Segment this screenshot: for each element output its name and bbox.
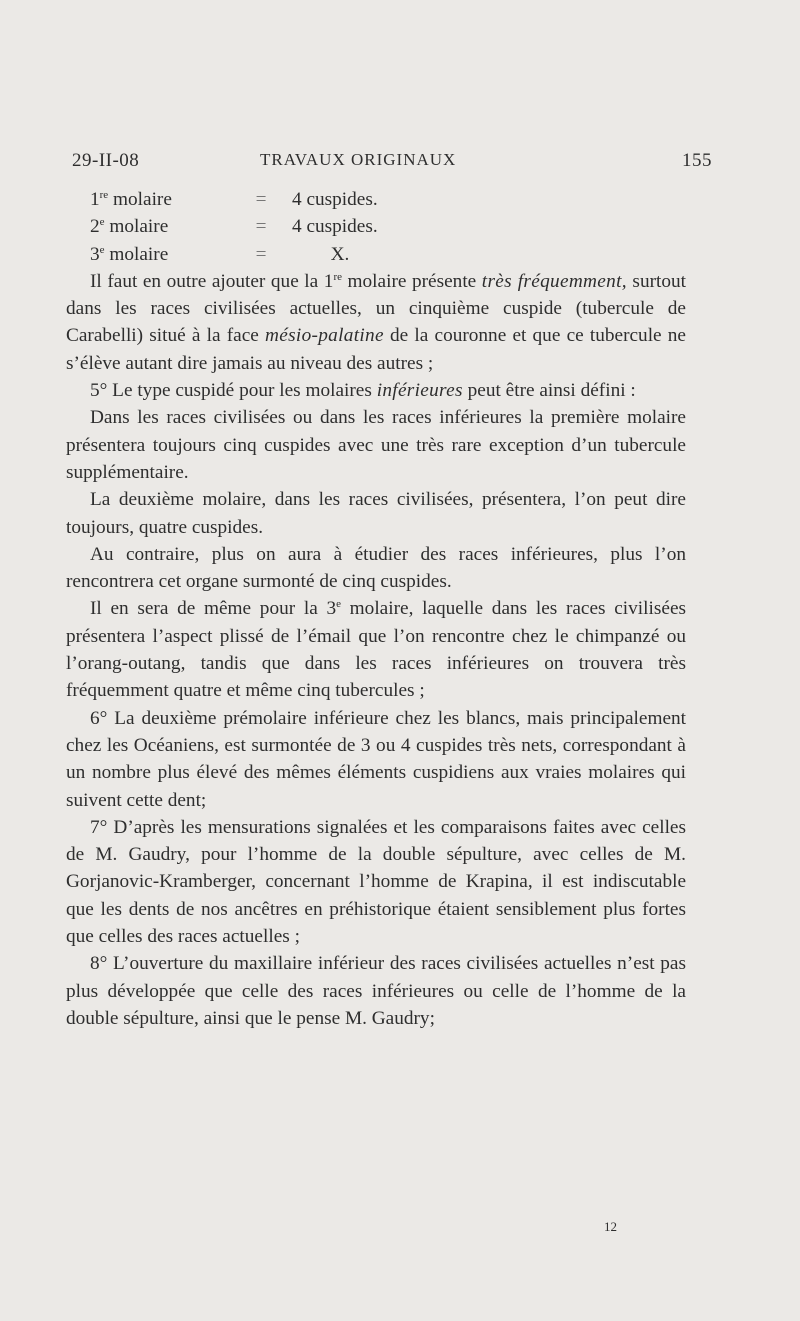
paragraph-type-cuspide: 5° Le type cuspidé pour les molaires inférieures peut être ainsi défini : (90, 380, 636, 402)
row-label: molaire (109, 216, 169, 238)
row-value: 4 cuspides. (292, 189, 378, 210)
header-title: TRAVAUX ORIGINAUX (260, 150, 457, 169)
row-value: 4 cuspides. (292, 216, 378, 238)
paragraph-races-inferieures: Au contraire, plus on aura à étudier des races inférieures, plus l’on rencontrera cet organe surmonté de cinq cuspides. (66, 543, 686, 593)
row-number: 1 (90, 189, 100, 210)
row-suffix: e (99, 216, 105, 229)
paragraph-premiere-molaire: Dans les races civilisées ou dans les races inférieures la première molaire présentera toujours cinq cuspides avec une très rare exception d’un tubercule supplémentaire. (66, 407, 686, 483)
table-row (90, 186, 686, 213)
equals-sign: = (255, 216, 267, 238)
row-value: X. (330, 243, 350, 265)
molar-table (66, 186, 686, 268)
row-number: 2 (90, 216, 100, 238)
page-number: 155 (682, 150, 712, 171)
printer-signature: 12 (604, 1219, 617, 1234)
paragraph-troisieme-molaire: Il en sera de même pour la 3e molaire, laquelle dans les races civilisées présentera l’aspect plissé de l’émail que l’on rencontre chez le chimpanzé ou l’orang-outang, tandis que dans les races inférieures on trouvera très fréquemment quatre et même cinq tubercules ; (66, 598, 686, 702)
header-date: 29-II-08 (72, 150, 140, 171)
row-label: molaire (113, 189, 172, 210)
running-header (72, 150, 712, 180)
paragraph-mensurations: 7° D’après les mensurations signalées et les comparaisons faites avec celles de M. Gaudry, pour l’homme de la double sépulture, avec celles de M. Gorjanovic-Kramberger, concernant l’homme de Krapina, il est indiscutable que les dents de nos ancêtres en préhistorique étaient sensiblement plus fortes que celles des races actuelles ; (66, 816, 686, 948)
text-body (66, 186, 686, 1032)
paragraph-maxillaire: 8° L’ouverture du maxillaire inférieur des races civilisées actuelles n’est pas plus développée que celle des races inférieures ou celle de l’homme de la double sépulture, ainsi que le pense M. Gaudry; (66, 953, 686, 1029)
paragraph-premolaire: 6° La deuxième prémolaire inférieure chez les blancs, mais principalement chez les Océaniens, est surmontée de 3 ou 4 cuspides très nets, correspondant à un nombre plus élevé des mêmes éléments cuspidiens aux vraies molaires qui suivent cette dent; (66, 707, 686, 811)
equals-sign: = (255, 243, 267, 265)
row-number: 3 (90, 243, 100, 265)
paragraph-deuxieme-molaire: La deuxième molaire, dans les races civilisées, présentera, l’on peut dire toujours, quatre cuspides. (66, 489, 686, 538)
paragraph-carabelli: Il faut en outre ajouter que la 1re molaire présente très fréquemment, surtout dans les races civilisées actuelles, un cinquième cuspide (tubercule de Carabelli) situé à la face mésio-palatine de la couronne et que ce tubercule ne s’élève autant dire jamais au niveau des autres ; (66, 270, 686, 374)
equals-sign: = (255, 189, 267, 210)
row-suffix: e (99, 243, 105, 256)
row-suffix: re (99, 189, 109, 201)
row-label: molaire (109, 243, 169, 265)
table-row (90, 241, 686, 268)
table-row (90, 213, 686, 240)
